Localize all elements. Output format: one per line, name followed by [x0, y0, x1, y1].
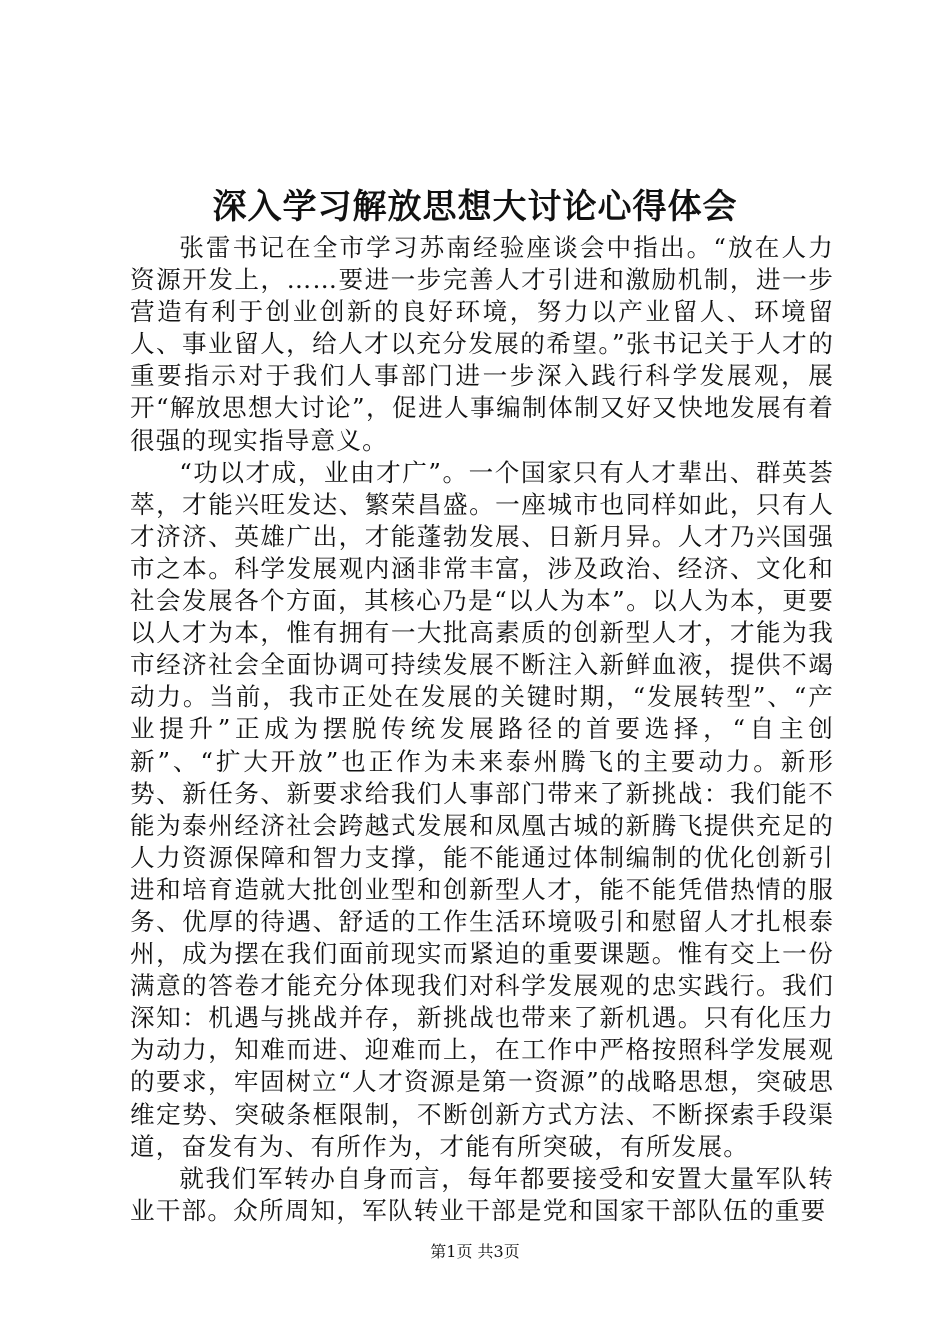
paragraph-2: “功以才成，业由才广”。一个国家只有人才辈出、群英荟萃，才能兴旺发达、繁荣昌盛。一座城市也同样如此，只有人才济济、英雄广出，才能蓬勃发展、日新月异。人才乃兴国强市之本。科学发展观内涵非常丰富，涉及政治、经济、文化和社会发展各个方面，其核心乃是“以人为本”。以人为本，更要以人才为本，惟有拥有一大批高素质的创新型人才，才能为我市经济社会全面协调可持续发展不断注入新鲜血液，提供不竭动力。当前，我市正处在发展的关键时期，“发展转型”、“产业提升”正成为摆脱传统发展路径的首要选择，“自主创新”、“扩大开放”也正作为未来泰州腾飞的主要动力。新形势、新任务、新要求给我们人事部门带来了新挑战：我们能不能为泰州经济社会跨越式发展和凤凰古城的新腾飞提供充足的人力资源保障和智力支撑，能不能通过体制编制的优化创新引进和培育造就大批创业型和创新型人才，能不能凭借热情的服务、优厚的待遇、舒适的工作生活环境吸引和慰留人才扎根泰州，成为摆在我们面前现实而紧迫的重要课题。惟有交上一份满意的答卷才能充分体现我们对科学发展观的忠实践行。我们深知：机遇与挑战并存，新挑战也带来了新机遇。只有化压力为动力，知难而进、迎难而上，在工作中严格按照科学发展观的要求，牢固树立“人才资源是第一资源”的战略思想，突破思维定势、突破条框限制，不断创新方式方法、不断探索手段渠道，奋发有为、有所作为，才能有所突破，有所发展。	[130, 457, 834, 1161]
paragraph-3: 就我们军转办自身而言，每年都要接受和安置大量军队转业干部。众所周知，军队转业干部是党和国家干部队伍的重要	[130, 1163, 834, 1225]
page-number-footer: 第1页 共3页	[430, 1242, 520, 1261]
document-body	[130, 232, 834, 1227]
paragraph-1: 张雷书记在全市学习苏南经验座谈会中指出。“放在人力资源开发上，……要进一步完善人才引进和激励机制，进一步营造有利于创业创新的良好环境，努力以产业留人、环境留人、事业留人，给人才以充分发展的希望。”张书记关于人才的重要指示对于我们人事部门进一步深入践行科学发展观，展开“解放思想大讨论”，促进人事编制体制又好又快地发展有着很强的现实指导意义。	[130, 233, 834, 455]
document-title: 深入学习解放思想大讨论心得体会	[212, 187, 738, 227]
